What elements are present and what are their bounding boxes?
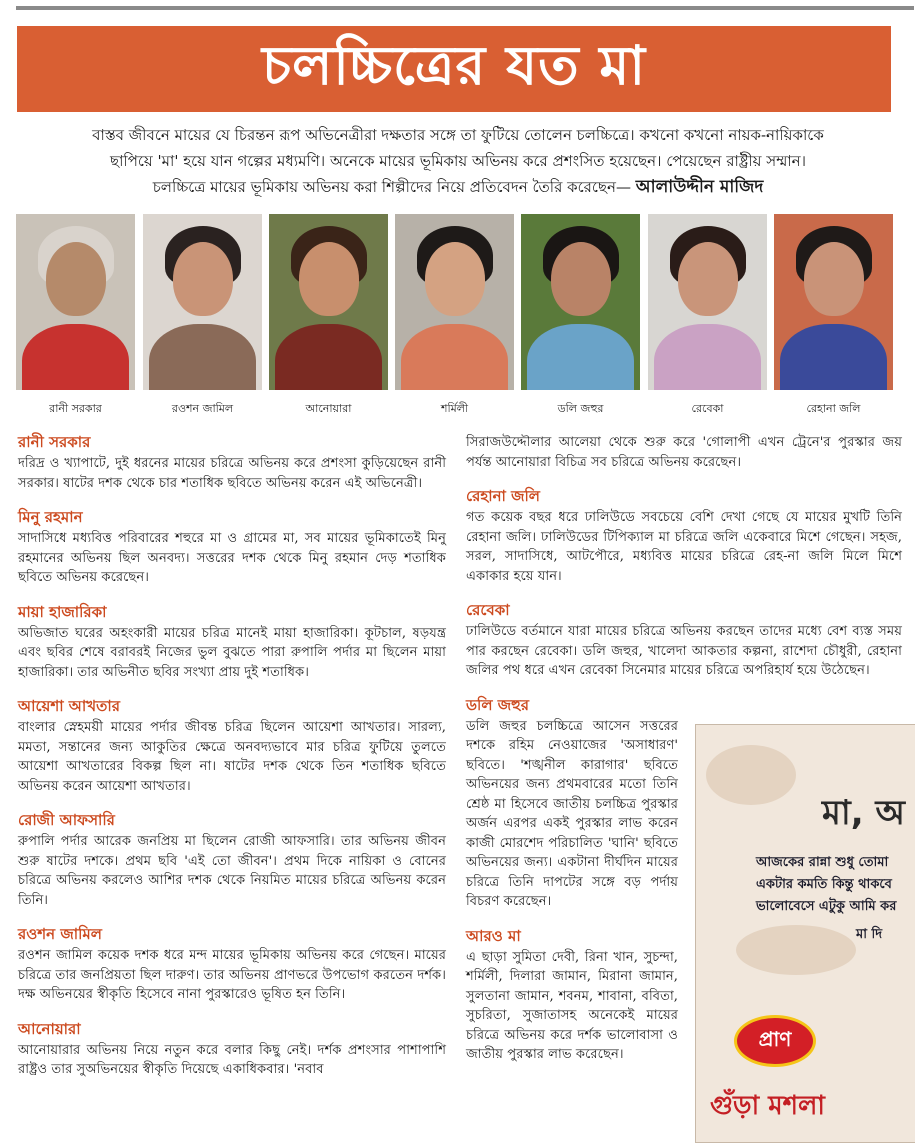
photo-face xyxy=(678,242,738,316)
advertisement[interactable] xyxy=(695,724,915,1143)
portrait-caption: রানী সরকার xyxy=(49,402,102,415)
top-rule xyxy=(16,6,914,10)
headline-banner xyxy=(17,26,891,112)
section-body: সাদাসিধে মধ্যবিত্ত পরিবারের শহুরে মা ও গ্রামের মা, সব মায়ের ভূমিকাতেই মিনু রহমানের অভিনয় ছিল অনবদ্য। সত্তরের দশক থেকে মিনু রহমান দেড় শতাধিক ছবিতে অভিনয় করেছেন। xyxy=(18,531,446,585)
left-column xyxy=(18,432,446,1094)
article-section xyxy=(18,507,446,588)
section-heading: আয়েশা আখতার xyxy=(18,697,121,715)
pran-logo xyxy=(734,1015,816,1067)
article-section xyxy=(18,602,446,683)
portrait-caption: আনোয়ারা xyxy=(305,402,352,415)
section-heading: ডলি জহুর xyxy=(466,695,529,714)
ad-texture xyxy=(706,745,796,805)
portrait-photo xyxy=(16,214,135,390)
photo-face xyxy=(299,242,359,316)
intro-paragraph xyxy=(14,122,902,200)
article-section xyxy=(466,600,902,681)
portrait-photo xyxy=(521,214,640,390)
portrait-photo xyxy=(648,214,767,390)
photo-face xyxy=(173,242,233,316)
section-heading: মিনু রহমান xyxy=(18,508,83,526)
ad-line: ভালোবেসে এটুকু আমি কর xyxy=(756,899,897,914)
portrait-caption: শর্মিলী xyxy=(440,402,469,415)
photo-clothing xyxy=(275,324,382,390)
section-heading: রওশন জামিল xyxy=(18,925,102,943)
article-section xyxy=(18,1019,446,1080)
section-body: ঢালিউডে বর্তমানে যারা মায়ের চরিত্রে অভিনয় করছেন তাদের মধ্যে বেশ ব্যস্ত সময় পার করছেন রেবেকা। ডলি জহুর, খালেদা আকতার কল্পনা, রাশেদা চৌধুরী, রেহানা জলির পথ ধরে এখন রেবেকা সিনেমার মায়ের চরিত্রে অপরিহার্য হয়ে উঠেছেন। xyxy=(466,624,902,678)
continuation-paragraph: সিরাজউদ্দৌলার আলেয়া থেকে শুরু করে 'গোলাপী এখন ট্রেনে'র পুরস্কার জয় পর্যন্ত আনোয়ারা বিচিত্র সব চরিত্রে অভিনয় করেছেন। xyxy=(466,435,902,470)
author-byline: আলাউদ্দীন মাজিদ xyxy=(635,177,764,197)
portrait-photo xyxy=(395,214,514,390)
ad-line: মা দি xyxy=(856,927,883,942)
intro-line: বাস্তব জীবনে মায়ের যে চিরন্তন রূপ অভিনেত্রীরা দক্ষতার সঙ্গে তা ফুটিয়ে তোলেন চলচ্চিত্রে। কখনো কখনো নায়ক-নায়িকাকে xyxy=(92,126,824,144)
section-heading: রেবেকা xyxy=(466,601,510,619)
article-section xyxy=(18,810,446,910)
section-heading: আনোয়ারা xyxy=(18,1019,81,1038)
portrait-photo xyxy=(774,214,893,390)
photo-clothing xyxy=(654,324,761,390)
ad-product-name: গুঁড়া মশলা xyxy=(710,1091,825,1121)
portrait-caption: ডলি জহুর xyxy=(557,402,604,415)
logo-text: প্রাণ xyxy=(758,1026,792,1051)
article-section xyxy=(18,432,446,493)
portrait-caption: রেবেকা xyxy=(691,402,724,415)
section-heading: রানী সরকার xyxy=(18,433,91,451)
article-section xyxy=(466,486,902,586)
photo-face xyxy=(551,242,611,316)
photo-face xyxy=(804,242,864,316)
section-heading: রোজী আফসারি xyxy=(18,811,115,829)
ad-line: আজকের রান্না শুধু তোমা xyxy=(756,855,889,870)
photo-face xyxy=(425,242,485,316)
article-section xyxy=(18,924,446,1005)
photo-clothing xyxy=(527,324,634,390)
intro-line: ছাপিয়ে 'মা' হয়ে যান গল্পের মধ্যমণি। অনেকে মায়ের ভূমিকায় অভিনয় করে প্রশংসিত হয়েছেন। পেয়েছেন রাষ্ট্রীয় সম্মান। xyxy=(109,152,806,170)
section-body: গত কয়েক বছর ধরে ঢালিউডে সবচেয়ে বেশি দেখা গেছে যে মায়ের মুখটি তিনি রেহানা জলি। ঢালিউডের টিপিক্যাল মা চরিত্রে জলি একেবারে মিশে গেছেন। সহজ, সরল, সাদাসিধে, আটপৌরে, মধ্যবিত্ত মায়ের চরিত্রে রেহ-না জলি মিলে মিশে একাকার হয়ে যান। xyxy=(466,510,902,584)
photo-clothing xyxy=(401,324,508,390)
section-body: রুপালি পর্দার আরেক জনপ্রিয় মা ছিলেন রোজী আফসারি। তার অভিনয় জীবন শুরু ষাটের দশকে। প্রথম ছবি 'এই তো জীবন'। প্রথম দিকে নায়িকা ও বোনের চরিত্রে অভিনয় করলেও আশির দশক থেকে নিয়মিত মায়ের চরিত্রে অভিনয় করেন তিনি। xyxy=(18,834,446,908)
portrait-photo xyxy=(143,214,262,390)
photo-clothing xyxy=(149,324,256,390)
intro-line xyxy=(14,174,902,200)
portrait-caption: রওশন জামিল xyxy=(171,402,234,415)
headline: চলচ্চিত্রের যত মা xyxy=(261,34,647,97)
section-body: ডলি জহুর চলচ্চিত্রে আসেন সত্তরের দশকে রহিম নেওয়াজের 'অসাধারণ' ছবিতে। 'শঙ্খনীল কারাগার' ছবিতে অভিনয়ের জন্য প্রথমবারের মতো তিনি শ্রেষ্ঠ মা হিসেবে জাতীয় চলচ্চিত্র পুরস্কার অর্জন এরপর একই পুরস্কার লাভ করেন কাজী মোরশেদ পরিচালিত 'ঘানি' ছবিতে অভিনয়ের জন্য। একটানা দীর্ঘদিন মায়ের চরিত্রে তিনি দাপটের সঙ্গে বড় পর্দায় বিচরণ করেছেন। xyxy=(466,718,678,909)
continuation-text xyxy=(466,433,902,472)
photo-clothing xyxy=(780,324,887,390)
section-body: রওশন জামিল কয়েক দশক ধরে মন্দ মায়ের ভূমিকায় অভিনয় করে গেছেন। মায়ের চরিত্রে তার জনপ্রিয়তা ছিল দারুণ। তার অভিনয় প্রাণভরে উপভোগ করতেন দর্শক। দক্ষ অভিনয়ের স্বীকৃতি হিসেবে নানা পুরস্কারেও ভূষিত হন তিনি। xyxy=(18,948,446,1002)
photo-clothing xyxy=(22,324,129,390)
article-section xyxy=(18,696,446,796)
section-body: দরিদ্র ও খ্যাপাটে, দুই ধরনের মায়ের চরিত্রে অভিনয় করে প্রশংসা কুড়িয়েছেন রানী সরকার। ষাটের দশক থেকে চার শতাধিক ছবিতে অভিনয় করেন এই অভিনেত্রী। xyxy=(18,456,446,491)
section-body: এ ছাড়া সুমিতা দেবী, রিনা খান, সুচন্দা, শর্মিলী, দিলারা জামান, মিরানা জামান, সুলতানা জামান, শবনম, শাবানা, ববিতা, সুচরিতা, সুজাতাসহ অনেকেই মায়ের চরিত্রে অভিনয় করে দর্শক ভালোবাসা ও জাতীয় পুরস্কার লাভ করেছেন। xyxy=(466,949,678,1062)
portrait-strip xyxy=(16,214,896,419)
portrait-photo xyxy=(269,214,388,390)
intro-line-text: চলচ্চিত্রে মায়ের ভূমিকায় অভিনয় করা শিল্পীদের নিয়ে প্রতিবেদন তৈরি করেছেন— xyxy=(152,178,631,196)
ad-title: মা, অ xyxy=(822,793,905,833)
section-body: অভিজাত ঘরের অহংকারী মায়ের চরিত্র মানেই মায়া হাজারিকা। কূটচাল, ষড়যন্ত্র এবং ছবির শেষে বরাবরই নিজের ভুল বুঝতে পারা রুপালি পর্দার মা ছিলেন মায়া হাজারিকা। তার অভিনীত ছবির সংখ্যা প্রায় দুই শতাধিক। xyxy=(18,625,446,680)
photo-face xyxy=(46,242,106,316)
section-heading: রেহানা জলি xyxy=(466,487,540,505)
section-heading: আরও মা xyxy=(466,926,521,945)
ad-line: একটার কমতি কিন্তু থাকবে xyxy=(756,877,892,892)
section-body: বাংলার স্নেহময়ী মায়ের পর্দার জীবন্ত চরিত্র ছিলেন আয়েশা আখতার। সারল্য, মমতা, সন্তানের জন্য আকুতির ক্ষেত্রে অনবদ্যভাবে মার চরিত্র ফুটিয়ে তুলতে আয়েশা আখতারের বিকল্প ছিল না। ষাটের দশক থেকে তিন শতাধিক ছবিতে অভিনয় করেন আয়েশা আখতার। xyxy=(18,720,446,794)
portrait-caption: রেহানা জলি xyxy=(806,402,861,415)
section-heading: মায়া হাজারিকা xyxy=(18,602,107,621)
section-body: আনোয়ারার অভিনয় নিয়ে নতুন করে বলার কিছু নেই। দর্শক প্রশংসার পাশাপাশি রাষ্ট্রও তার সুঅভিনয়ের স্বীকৃতি দিয়েছে একাধিকবার। 'নবাব xyxy=(18,1042,446,1077)
ad-texture xyxy=(736,925,856,975)
